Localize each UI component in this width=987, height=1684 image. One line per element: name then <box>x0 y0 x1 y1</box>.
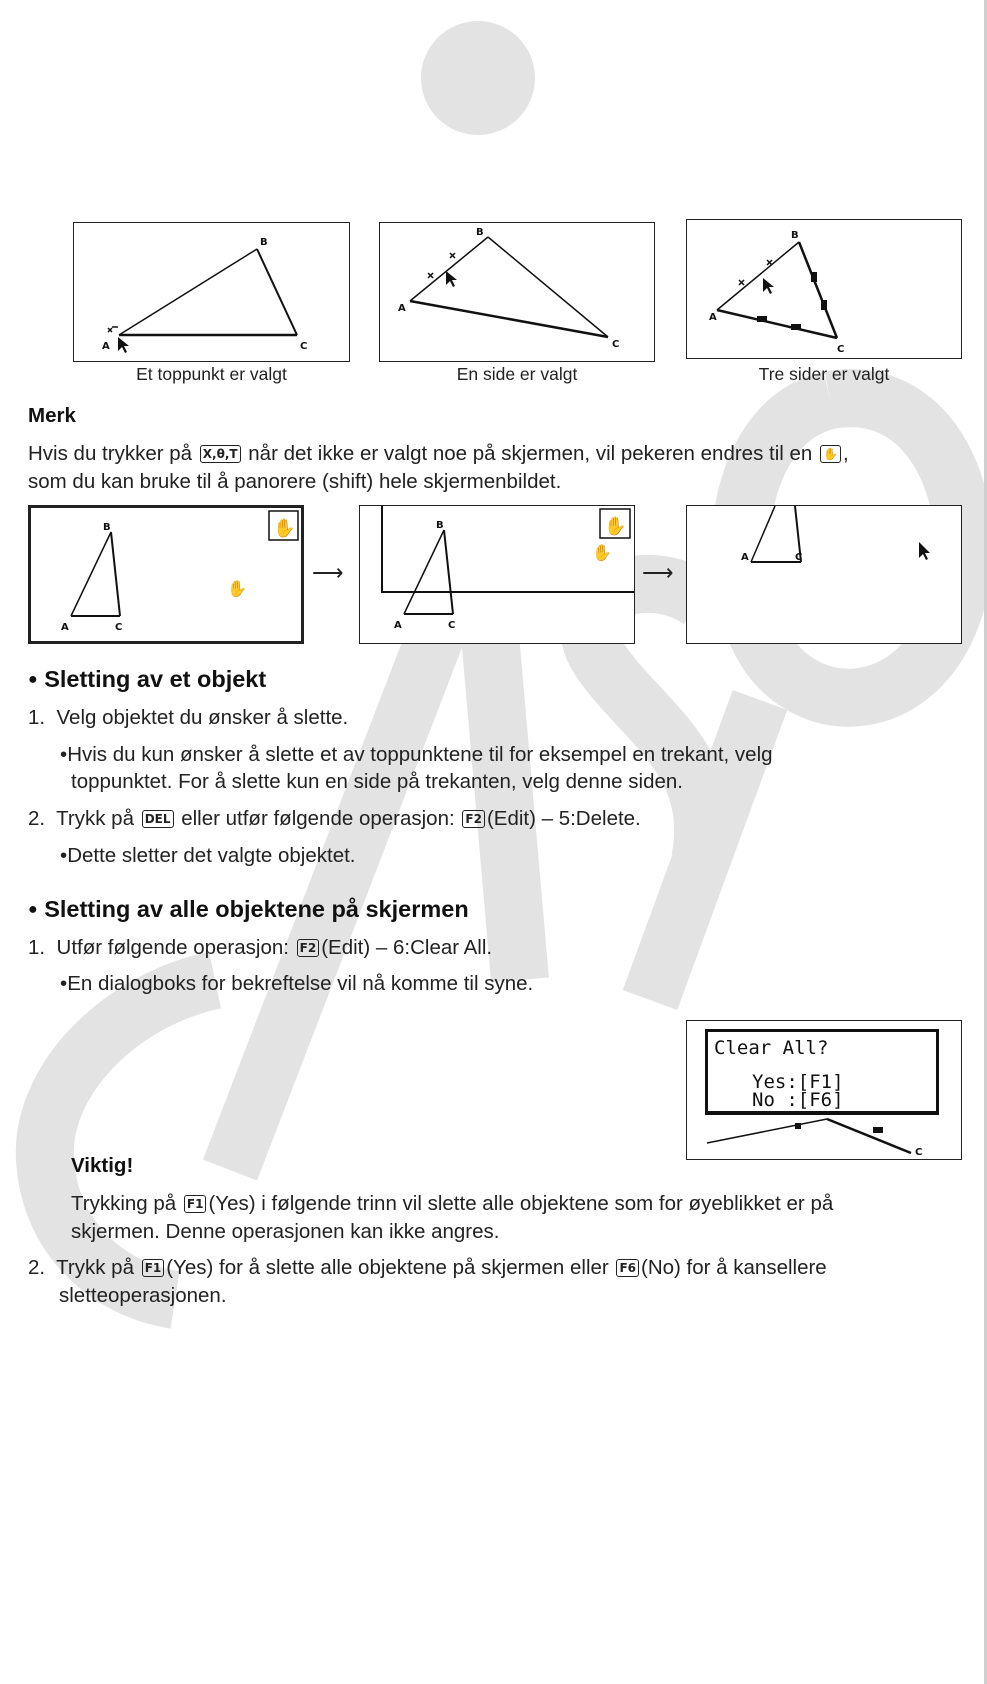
important-line-2: skjermen. Denne operasjonen kan ikke angres. <box>71 1220 500 1243</box>
delete-bullet-2: •Dette sletter det valgte objektet. <box>60 844 356 867</box>
cursor-arrow-icon <box>118 337 129 353</box>
delete-all-step-2-line-2: sletteoperasjonen. <box>59 1284 227 1307</box>
delete-bullet-1-line-2: toppunktet. For å slette kun en side på trekanten, velg denne siden. <box>71 770 683 793</box>
arrow-right-icon: ⟶ <box>642 560 674 585</box>
vertex-label-c: C <box>612 339 620 350</box>
vertex-label-c: C <box>448 620 456 631</box>
key-f6-icon: F6 <box>616 1259 639 1277</box>
dialog-yes-option[interactable]: Yes:[F1] <box>752 1071 844 1093</box>
section-heading-delete-object: ● Sletting av et objekt <box>28 666 267 692</box>
delete-all-step-1: 1. Utfør følgende operasjon: F2 (Edit) – 6:Clear All. <box>28 936 493 959</box>
key-f1-icon: F1 <box>184 1195 207 1213</box>
screen-clear-all-dialog <box>686 1020 962 1160</box>
vertex-label-b: B <box>260 237 268 248</box>
pan-hand-icon: ✋ <box>273 518 296 539</box>
delete-step-1: 1. Velg objektet du ønsker å slette. <box>28 706 349 729</box>
vertex-label-a: A <box>394 620 402 631</box>
note-line-1: Hvis du trykker på X,θ,T når det ikke er valgt noe på skjermen, vil pekeren endres til en ✋ , <box>28 442 849 465</box>
important-title: Viktig! <box>71 1154 134 1177</box>
screen-pan-1 <box>28 505 304 644</box>
selection-marker-icon <box>108 327 118 332</box>
note-title: Merk <box>28 404 76 427</box>
cursor-arrow-icon <box>919 542 930 560</box>
vertex-label-a: A <box>61 622 69 633</box>
key-f2-icon: F2 <box>297 939 320 957</box>
key-f2-icon: F2 <box>462 810 485 828</box>
cursor-arrow-icon <box>763 278 774 294</box>
delete-all-step-2: 2. Trykk på F1 (Yes) for å slette alle objektene på skjermen eller F6 (No) for å kansellere <box>28 1256 827 1279</box>
pan-hand-icon: ✋ <box>820 445 841 463</box>
dialog-title: Clear All? <box>714 1037 829 1059</box>
pan-cursor-icon: ✋ <box>227 579 247 598</box>
pan-hand-icon: ✋ <box>604 516 627 537</box>
caption-side: En side er valgt <box>456 364 578 384</box>
key-xthetat-icon: X,θ,T <box>200 445 241 463</box>
important-line-1: Trykking på F1 (Yes) i følgende trinn vil slette alle objektene som for øyeblikket er på <box>71 1192 834 1215</box>
vertex-label-b: B <box>103 522 111 533</box>
key-del-icon: DEL <box>142 810 174 828</box>
selection-marker-icon <box>739 260 772 285</box>
screen-three-sides-selected <box>686 219 962 359</box>
clear-all-dialog <box>705 1029 939 1115</box>
note-line-2: som du kan bruke til å panorere (shift) hele skjermenbildet. <box>28 470 562 493</box>
screen-pan-3 <box>686 505 962 644</box>
vertex-label-b: B <box>436 520 444 531</box>
screen-pan-2 <box>359 505 635 644</box>
section-heading-delete-all: ● Sletting av alle objektene på skjermen <box>28 896 469 922</box>
vertex-label-b: B <box>476 227 484 238</box>
pan-cursor-icon: ✋ <box>592 543 612 562</box>
caption-three-sides: Tre sider er valgt <box>758 364 890 384</box>
key-f1-icon: F1 <box>142 1259 165 1277</box>
vertex-label-c: C <box>915 1147 923 1158</box>
bullet-icon: ● <box>28 901 38 918</box>
dialog-no-option[interactable]: No :[F6] <box>752 1089 844 1111</box>
bullet-icon: ● <box>28 671 38 688</box>
vertex-label-b: B <box>791 230 799 241</box>
vertex-label-a: A <box>741 552 749 563</box>
delete-step-2: 2. Trykk på DEL eller utfør følgende operasjon: F2 (Edit) – 5:Delete. <box>28 807 641 830</box>
delete-all-bullet-1: •En dialogboks for bekreftelse vil nå komme til syne. <box>60 972 534 995</box>
vertex-label-a: A <box>709 312 717 323</box>
vertex-label-c: C <box>300 341 308 352</box>
caption-vertex: Et toppunkt er valgt <box>136 364 287 384</box>
cursor-arrow-icon <box>446 271 457 287</box>
delete-bullet-1: •Hvis du kun ønsker å slette et av toppunktene til for eksempel en trekant, velg <box>60 743 773 766</box>
vertex-label-c: C <box>837 344 845 355</box>
screen-side-selected <box>379 222 655 362</box>
vertex-label-a: A <box>398 303 406 314</box>
arrow-right-icon: ⟶ <box>312 560 344 585</box>
vertex-label-c: C <box>795 552 803 563</box>
vertex-label-c: C <box>115 622 123 633</box>
screen-vertex-selected <box>73 222 350 362</box>
vertex-label-a: A <box>102 341 110 352</box>
